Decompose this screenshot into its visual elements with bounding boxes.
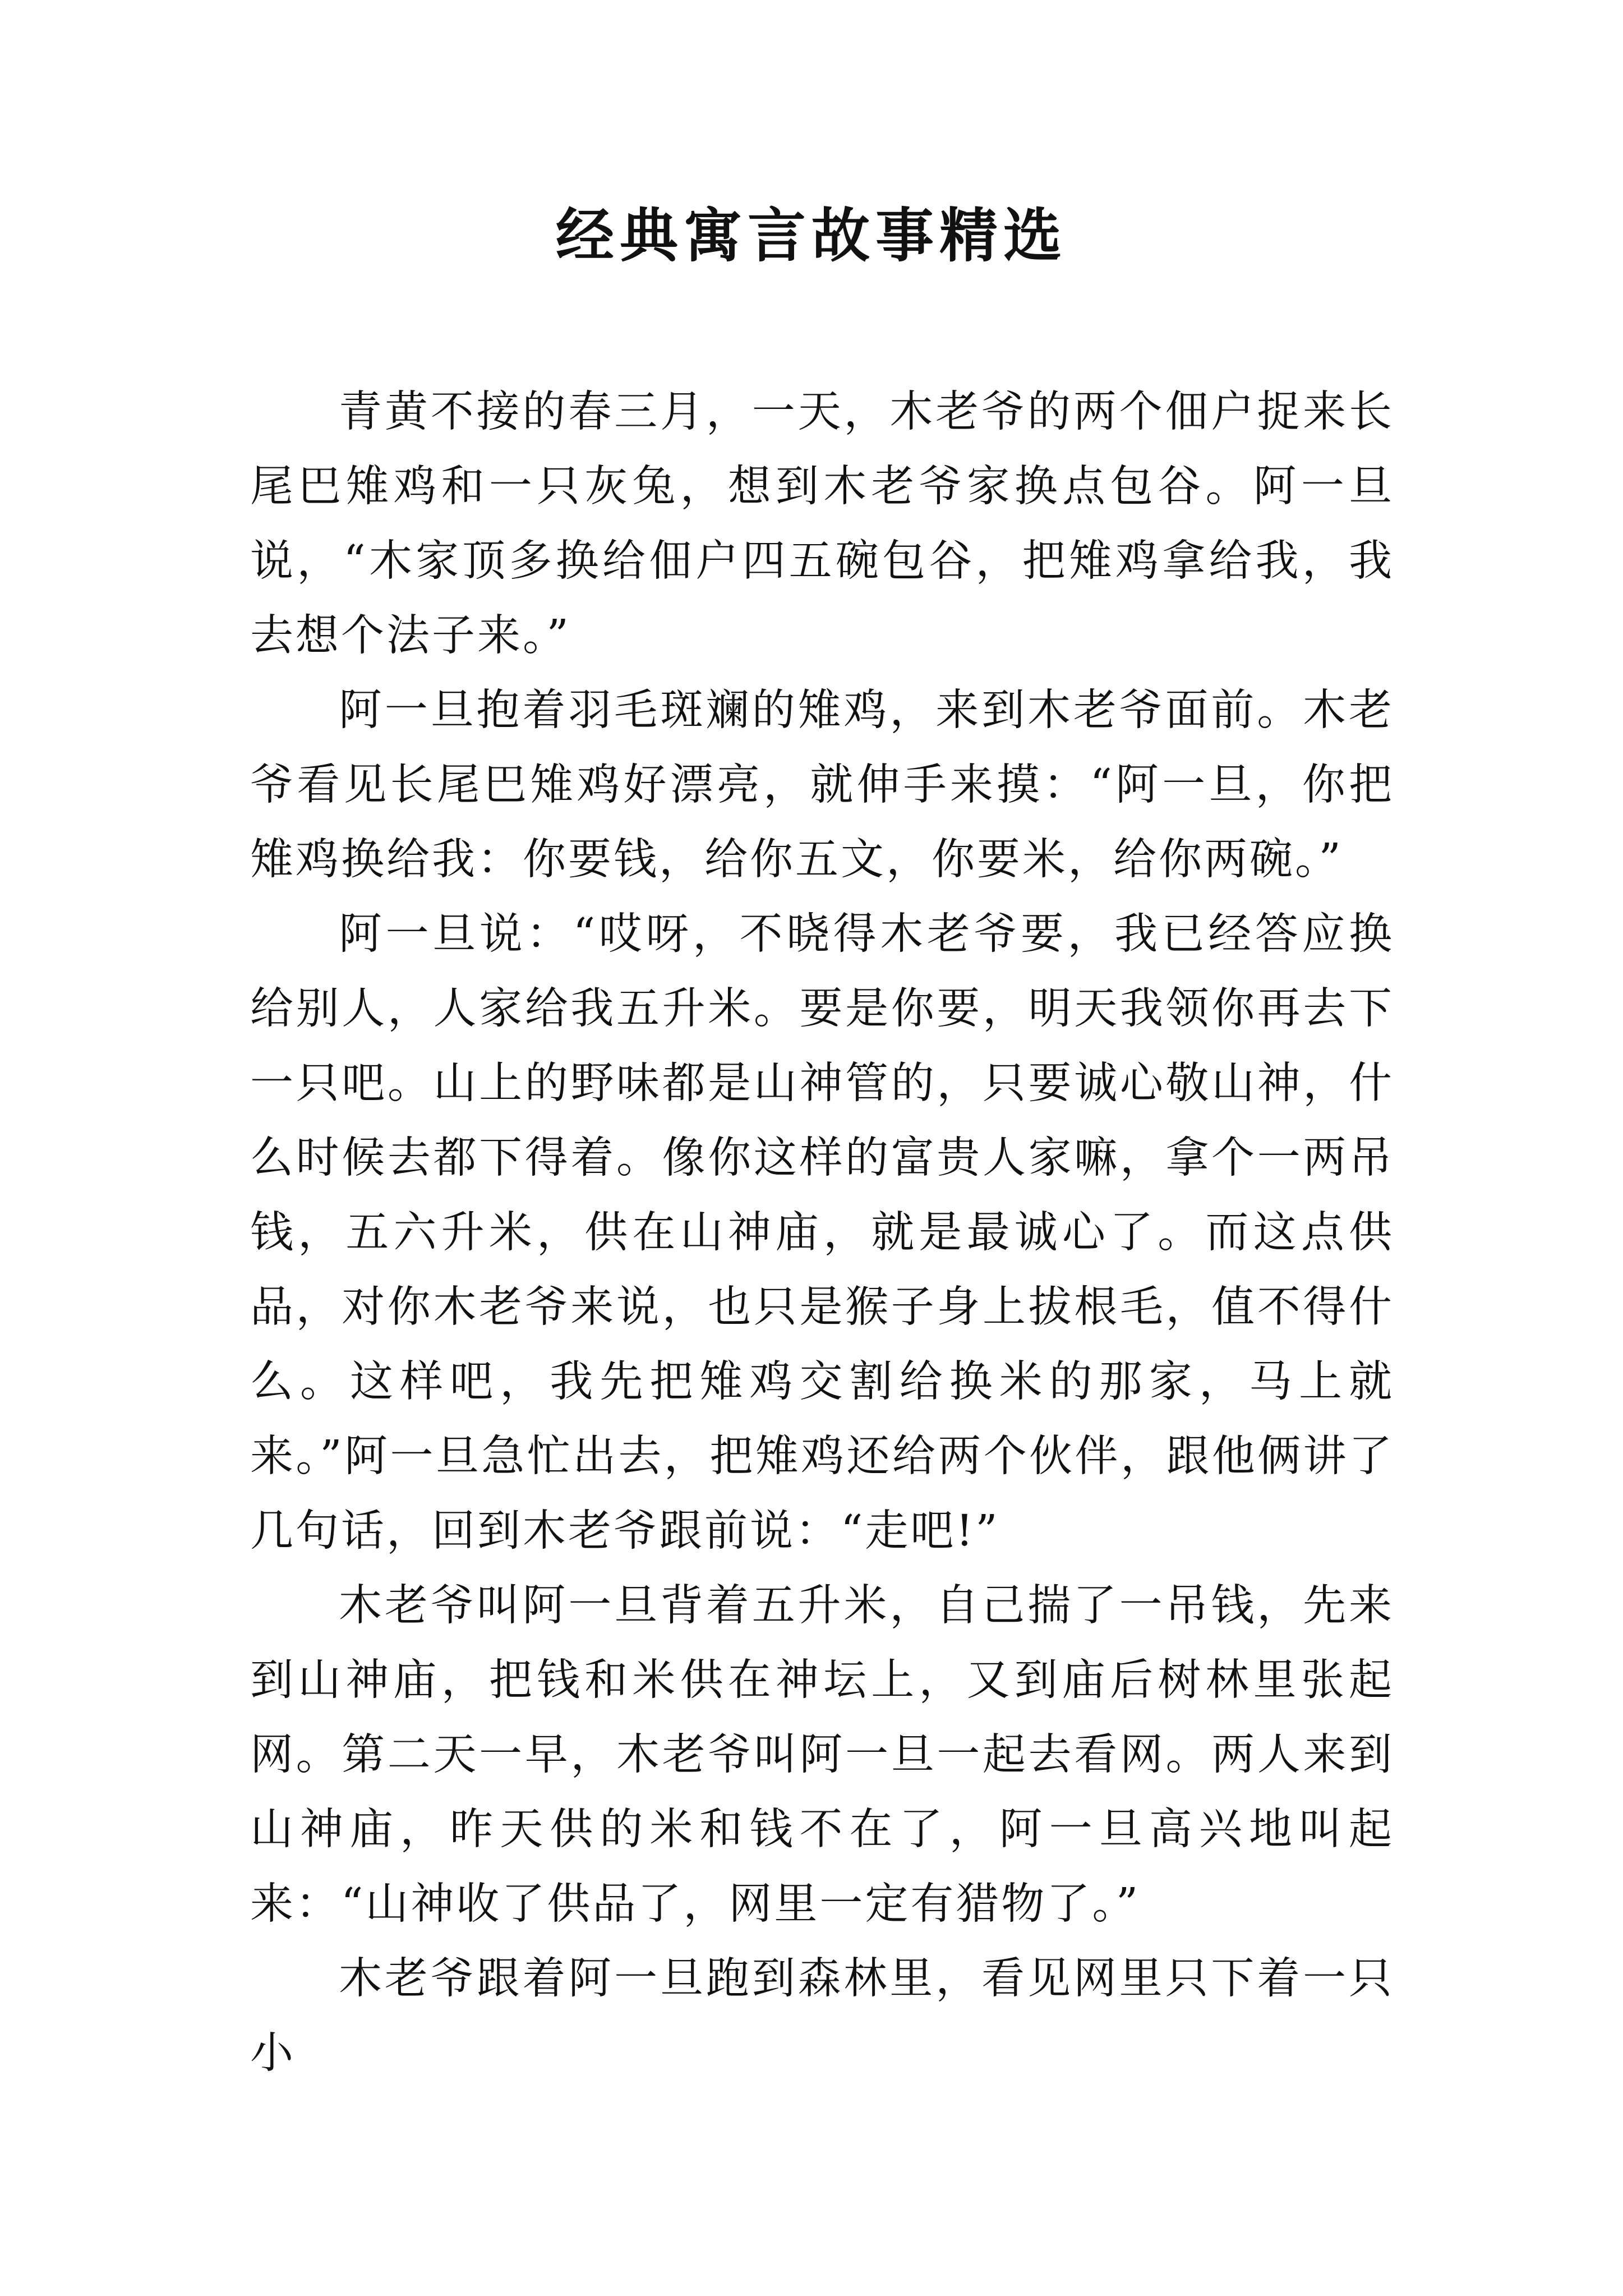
document-title: 经典寓言故事精选 [555, 201, 1067, 270]
paragraph-4: 木老爷叫阿一旦背着五升米，自己揣了一吊钱，先来到山神庙，把钱和米供在神坛上，又到庙后树林里张起网。第二天一早，木老爷叫阿一旦一起去看网。两人来到山神庙，昨天供的米和钱不在了，阿一旦高兴地叫起来：“山神收了供品了，网里一定有猎物了。” [250, 1581, 1394, 1929]
paragraph-5: 木老爷跟着阿一旦跑到森林里，看见网里只下着一只小 [250, 1954, 1394, 2078]
paragraph-1: 青黄不接的春三月，一天，木老爷的两个佃户捉来长尾巴雉鸡和一只灰兔，想到木老爷家换点包谷。阿一旦说，“木家顶多换给佃户四五碗包谷，把雉鸡拿给我，我去想个法子来。” [250, 387, 1394, 661]
document-body [250, 375, 1394, 2091]
paragraph-2: 阿一旦抱着羽毛斑斓的雉鸡，来到木老爷面前。木老爷看见长尾巴雉鸡好漂亮，就伸手来摸：“阿一旦，你把雉鸡换给我：你要钱，给你五文，你要米，给你两碗。” [250, 685, 1394, 885]
paragraph-3: 阿一旦说：“哎呀，不晓得木老爷要，我已经答应换给别人，人家给我五升米。要是你要，明天我领你再去下一只吧。山上的野味都是山神管的，只要诚心敬山神，什么时候去都下得着。像你这样的富贵人家嘛，拿个一两吊钱，五六升米，供在山神庙，就是最诚心了。而这点供品，对你木老爷来说，也只是猴子身上拔根毛，值不得什么。这样吧，我先把雉鸡交割给换米的那家，马上就来。”阿一旦急忙出去，把雉鸡还给两个伙伴，跟他俩讲了几句话，回到木老爷跟前说：“走吧!” [250, 909, 1394, 1556]
